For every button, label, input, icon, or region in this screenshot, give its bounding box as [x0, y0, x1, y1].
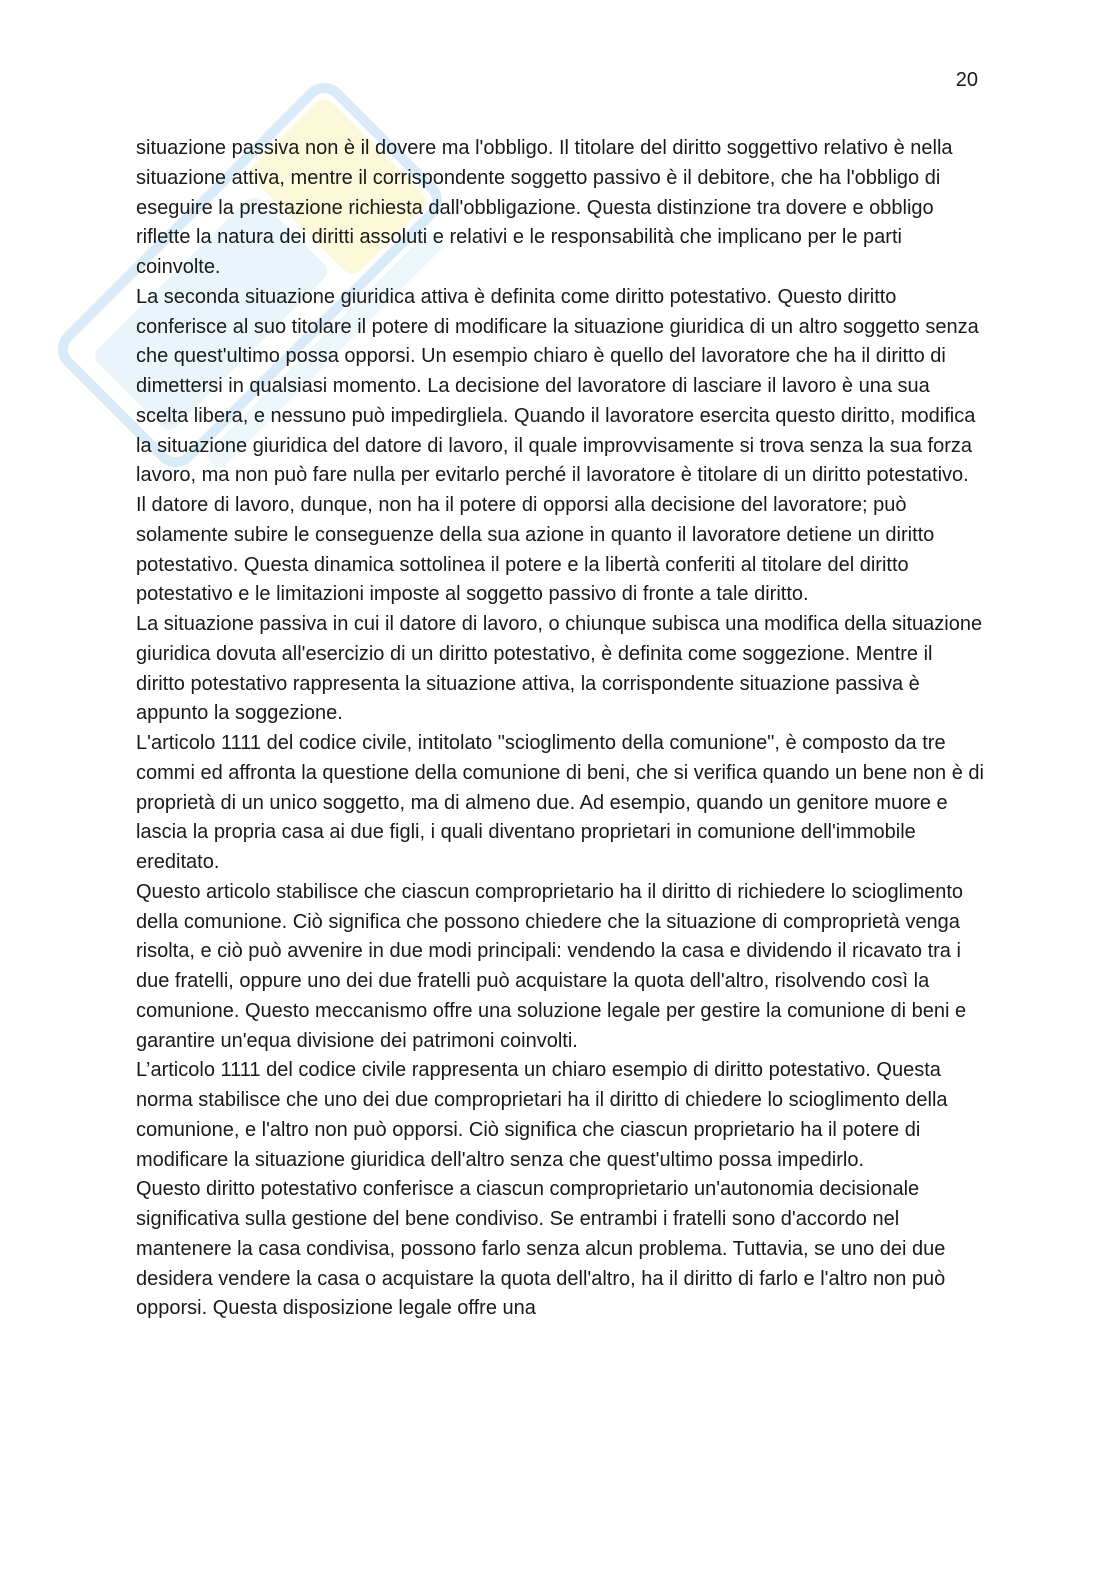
paragraph: La situazione passiva in cui il datore di lavoro, o chiunque subisca una modifica della situazione giuridica dovuta all'esercizio di un diritto potestativo, è definita come soggezione. Mentre il diritto potestativo rappresenta la situazione attiva, la corrispondente situazione passiva è appunto la soggezione.	[136, 613, 983, 725]
paragraph: Il datore di lavoro, dunque, non ha il potere di opporsi alla decisione del lavoratore; può solamente subire le conseguenze della sua azione in quanto il lavoratore detiene un diritto potestativo. Questa dinamica sottolinea il potere e la libertà conferiti al titolare del diritto potestativo e le limitazioni imposte al soggetto passivo di fronte a tale diritto.	[136, 494, 935, 606]
paragraph: L’articolo 1111 del codice civile rappresenta un chiaro esempio di diritto potestativo. Questa norma stabilisce che uno dei due comproprietari ha il diritto di chiedere lo scioglimento della comunione, e l'altro non può opporsi. Ciò significa che ciascun proprietario ha il potere di modificare la situazione giuridica dell'altro senza che quest'ultimo possa impedirlo.	[136, 1059, 948, 1171]
paragraph: Questo diritto potestativo conferisce a ciascun comproprietario un'autonomia decisionale significativa sulla gestione del bene condiviso. Se entrambi i fratelli sono d'accordo nel mantenere la casa condivisa, possono farlo senza alcun problema. Tuttavia, se uno dei due desidera vendere la casa o acquistare la quota dell'altro, ha il diritto di farlo e l'altro non può opporsi. Questa disposizione legale offre una	[136, 1178, 946, 1320]
paragraph: Questo articolo stabilisce che ciascun comproprietario ha il diritto di richiedere lo scioglimento della comunione. Ciò significa che possono chiedere che la situazione di comproprietà venga risolta, e ciò può avvenire in due modi principali: vendendo la casa e dividendo il ricavato tra i due fratelli, oppure uno dei due fratelli può acquistare la quota dell'altro, risolvendo così la comunione. Questo meccanismo offre una soluzione legale per gestire la comunione di beni e garantire un'equa divisione dei patrimoni coinvolti.	[136, 880, 967, 1052]
document-body	[136, 134, 986, 1324]
paragraph: situazione passiva non è il dovere ma l'obbligo. Il titolare del diritto soggettivo relativo è nella situazione attiva, mentre il corrispondente soggetto passivo è il debitore, che ha l'obbligo di eseguire la prestazione richiesta dall'obbligazione. Questa distinzione tra dovere e obbligo riflette la natura dei diritti assoluti e relativi e le responsabilità che implicano per le parti coinvolte.	[136, 137, 953, 278]
paragraph: La seconda situazione giuridica attiva è definita come diritto potestativo. Questo diritto conferisce al suo titolare il potere di modificare la situazione giuridica di un altro soggetto senza che quest'ultimo possa opporsi. Un esempio chiaro è quello del lavoratore che ha il diritto di dimettersi in qualsiasi momento. La decisione del lavoratore di lasciare il lavoro è una sua scelta libera, e nessuno può impedirgliela. Quando il lavoratore esercita questo diritto, modifica la situazione giuridica del datore di lavoro, il quale improvvisamente si trova senza la sua forza lavoro, ma non può fare nulla per evitarlo perché il lavoratore è titolare di un diritto potestativo.	[136, 285, 979, 487]
paragraph: L'articolo 1111 del codice civile, intitolato "scioglimento della comunione", è composto da tre commi ed affronta la questione della comunione di beni, che si verifica quando un bene non è di proprietà di un unico soggetto, ma di almeno due. Ad esempio, quando un genitore muore e lascia la propria casa ai due figli, i quali diventano proprietari in comunione dell'immobile ereditato.	[136, 732, 984, 873]
page-number: 20	[955, 69, 978, 91]
